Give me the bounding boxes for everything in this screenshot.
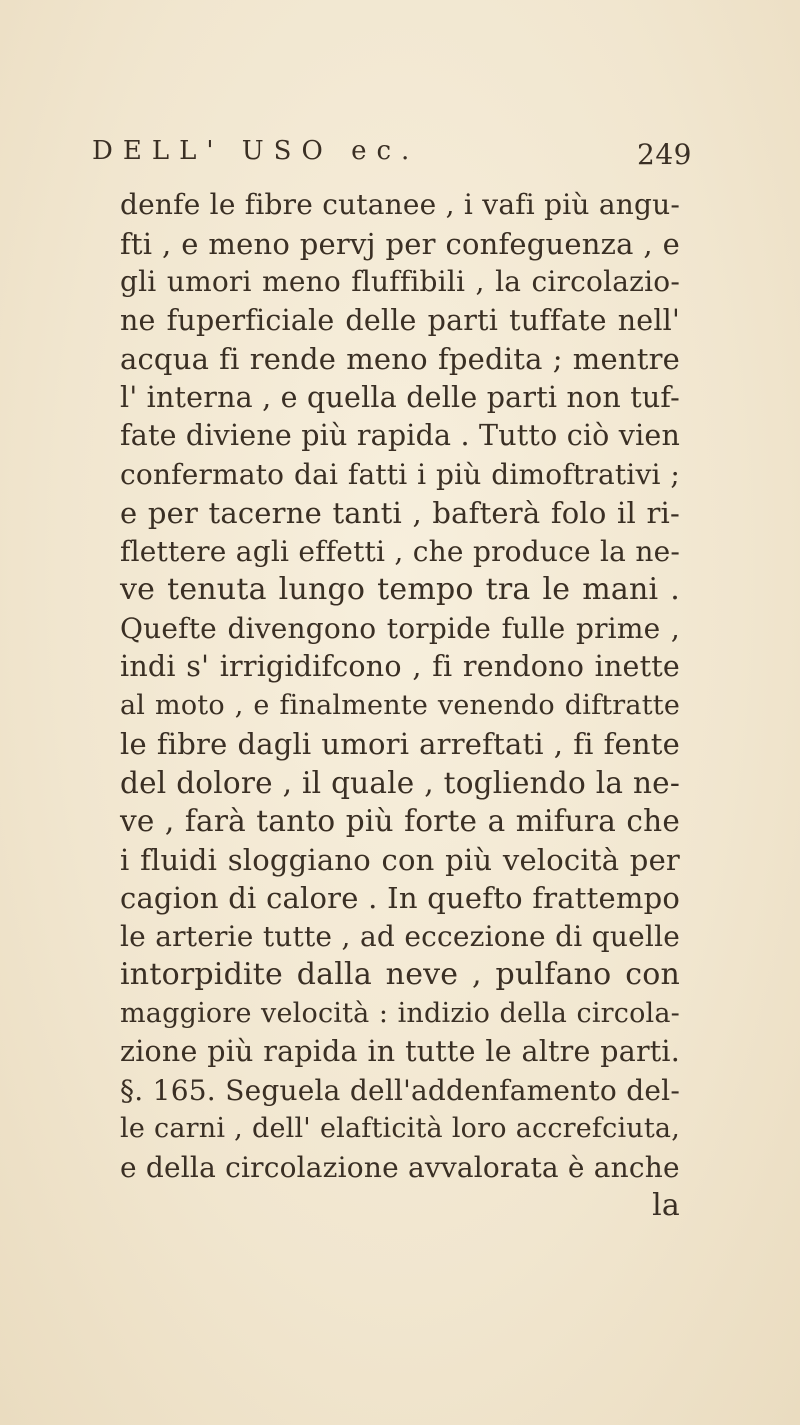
text-line: gli umori meno fluffibili , la circolazio- [120, 265, 680, 298]
text-line: acqua fi rende meno fpedita ; mentre [120, 342, 680, 376]
text-line: zione più rapida in tutte le altre parti. [120, 1035, 680, 1068]
text-line: fti , e meno pervj per confeguenza , e [120, 226, 680, 261]
text-line: indi s' irrigidifcono , fi rendono inette [120, 650, 680, 683]
text-line: Quefte divengono torpide fulle prime , [120, 611, 680, 645]
body-text [120, 186, 680, 1226]
text-line: intorpidite dalla neve , pulfano con [120, 957, 680, 992]
text-line: denfe le fibre cutanee , i vafi più angu- [120, 188, 680, 221]
text-line: e della circolazione avvalorata è anche [120, 1150, 680, 1184]
text-line: flettere agli effetti , che produce la ne- [120, 534, 680, 568]
running-head [92, 136, 692, 176]
text-line: le arterie tutte , ad eccezione di quelle [120, 919, 680, 953]
text-line: le fibre dagli umori arreftati , fi fente [120, 727, 680, 761]
catchword: la [652, 1188, 680, 1223]
text-line: cagion di calore . In quefto frattempo [120, 881, 680, 915]
text-line: e per tacerne tanti , bafterà folo il ri- [120, 496, 680, 530]
text-line: fate diviene più rapida . Tutto ciò vien [120, 419, 681, 452]
page-number: 249 [637, 138, 692, 171]
text-line: al moto , e finalmente venendo diftratte [120, 689, 680, 721]
text-line: ne fuperficiale delle parti tuffate nell' [120, 303, 680, 337]
running-head-title: DELL' USO ec. [92, 136, 420, 166]
text-line: §. 165. Seguela dell'addenfamento del- [120, 1073, 680, 1107]
text-line: ve , farà tanto più forte a mifura che [120, 804, 680, 838]
text-line: ve tenuta lungo tempo tra le mani . [120, 572, 680, 607]
text-line: maggiore velocità : indizio della circola- [120, 997, 680, 1029]
text-line: i fluidi sloggiano con più velocità per [120, 842, 680, 877]
text-line: le carni , dell' elafticità loro accrefciuta, [120, 1113, 680, 1144]
text-line: l' interna , e quella delle parti non tuf- [120, 380, 680, 414]
text-line: confermato dai fatti i più dimoftrativi ; [120, 457, 680, 491]
text-line: del dolore , il quale , togliendo la ne- [120, 765, 680, 800]
